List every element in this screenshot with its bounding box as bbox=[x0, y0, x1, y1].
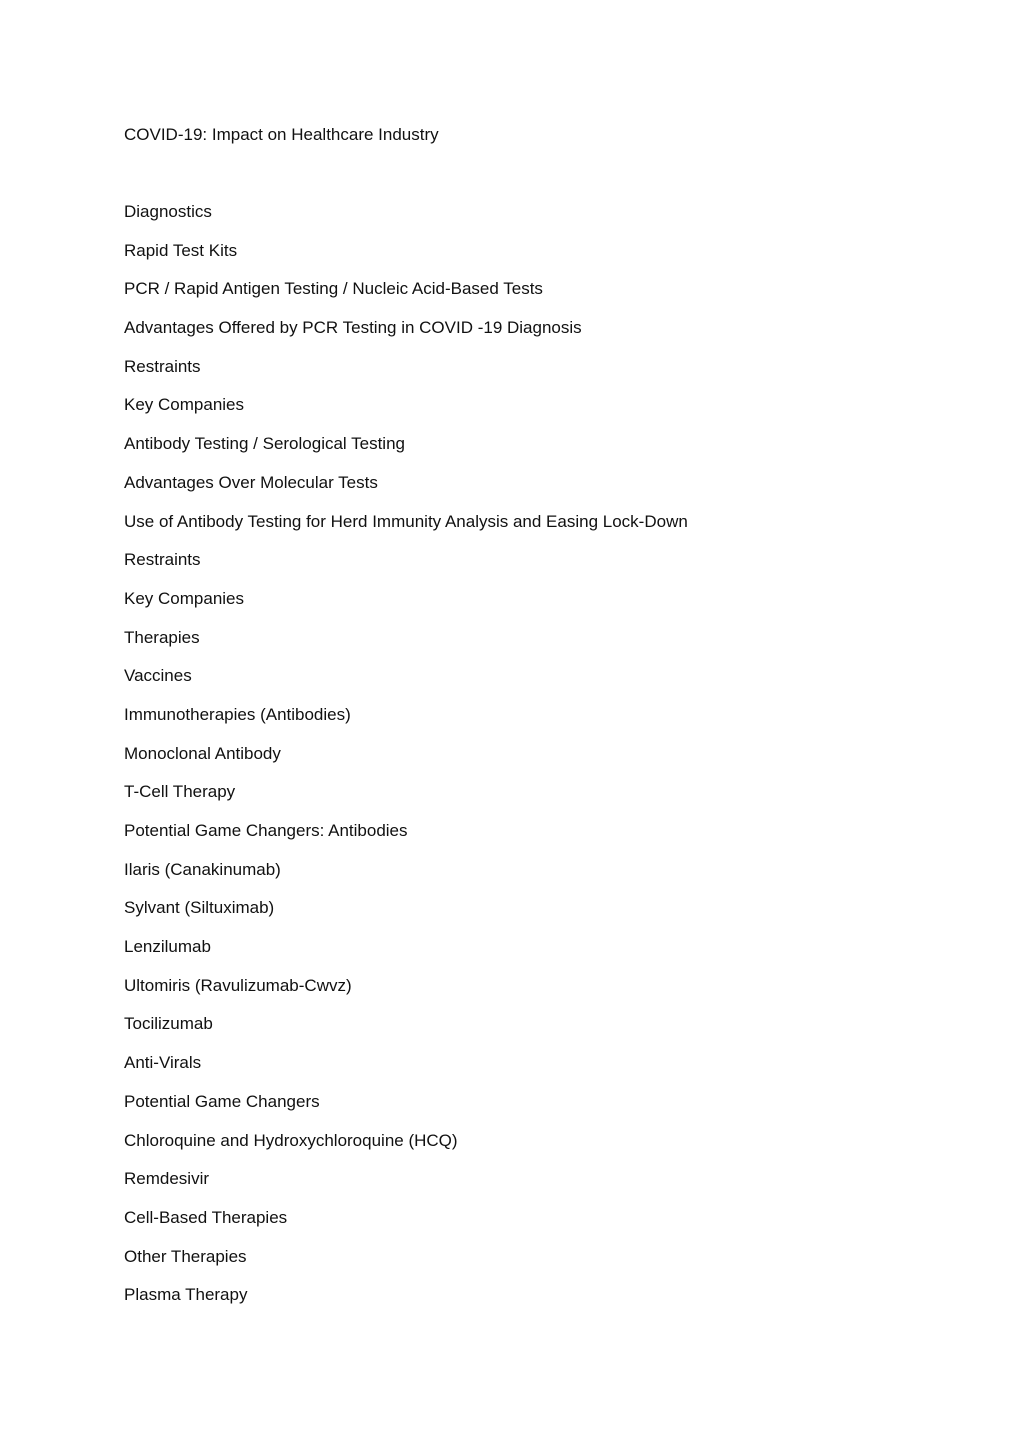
list-item: Restraints bbox=[124, 356, 201, 376]
list-item: Use of Antibody Testing for Herd Immunity Analysis and Easing Lock-Down bbox=[124, 511, 688, 531]
list-item: Chloroquine and Hydroxychloroquine (HCQ) bbox=[124, 1130, 458, 1150]
list-item: Rapid Test Kits bbox=[124, 240, 238, 260]
list-item: Plasma Therapy bbox=[124, 1285, 248, 1305]
list-item: Key Companies bbox=[124, 395, 245, 415]
list-item: Ultomiris (Ravulizumab-Cwvz) bbox=[124, 975, 352, 995]
list-item: Lenzilumab bbox=[124, 937, 211, 957]
list-item: Sylvant (Siltuximab) bbox=[124, 898, 275, 918]
list-item: Vaccines bbox=[124, 666, 192, 686]
list-item: Key Companies bbox=[124, 588, 245, 608]
list-item: Restraints bbox=[124, 550, 201, 570]
list-item: Remdesivir bbox=[124, 1169, 210, 1189]
list-item: T-Cell Therapy bbox=[124, 782, 236, 802]
document-title: COVID-19: Impact on Healthcare Industry bbox=[124, 125, 439, 144]
list-item: Potential Game Changers: Antibodies bbox=[124, 821, 408, 840]
list-item: Cell-Based Therapies bbox=[124, 1207, 288, 1227]
list-item: Ilaris (Canakinumab) bbox=[124, 859, 281, 879]
list-item: Diagnostics bbox=[124, 202, 212, 221]
list-item: Immunotherapies (Antibodies) bbox=[124, 704, 351, 724]
list-item: Advantages Over Molecular Tests bbox=[124, 472, 378, 492]
list-item: Antibody Testing / Serological Testing bbox=[124, 434, 405, 454]
contents-list bbox=[124, 200, 944, 1307]
list-item: Therapies bbox=[124, 627, 200, 647]
list-item: Potential Game Changers bbox=[124, 1091, 320, 1111]
document-content bbox=[124, 123, 944, 1322]
list-item: PCR / Rapid Antigen Testing / Nucleic Acid-Based Tests bbox=[124, 279, 543, 299]
list-item: Tocilizumab bbox=[124, 1014, 213, 1034]
list-item: Anti-Virals bbox=[124, 1053, 202, 1073]
list-item: Other Therapies bbox=[124, 1246, 247, 1266]
list-item: Advantages Offered by PCR Testing in COVID -19 Diagnosis bbox=[124, 318, 582, 338]
list-item: Monoclonal Antibody bbox=[124, 743, 281, 763]
